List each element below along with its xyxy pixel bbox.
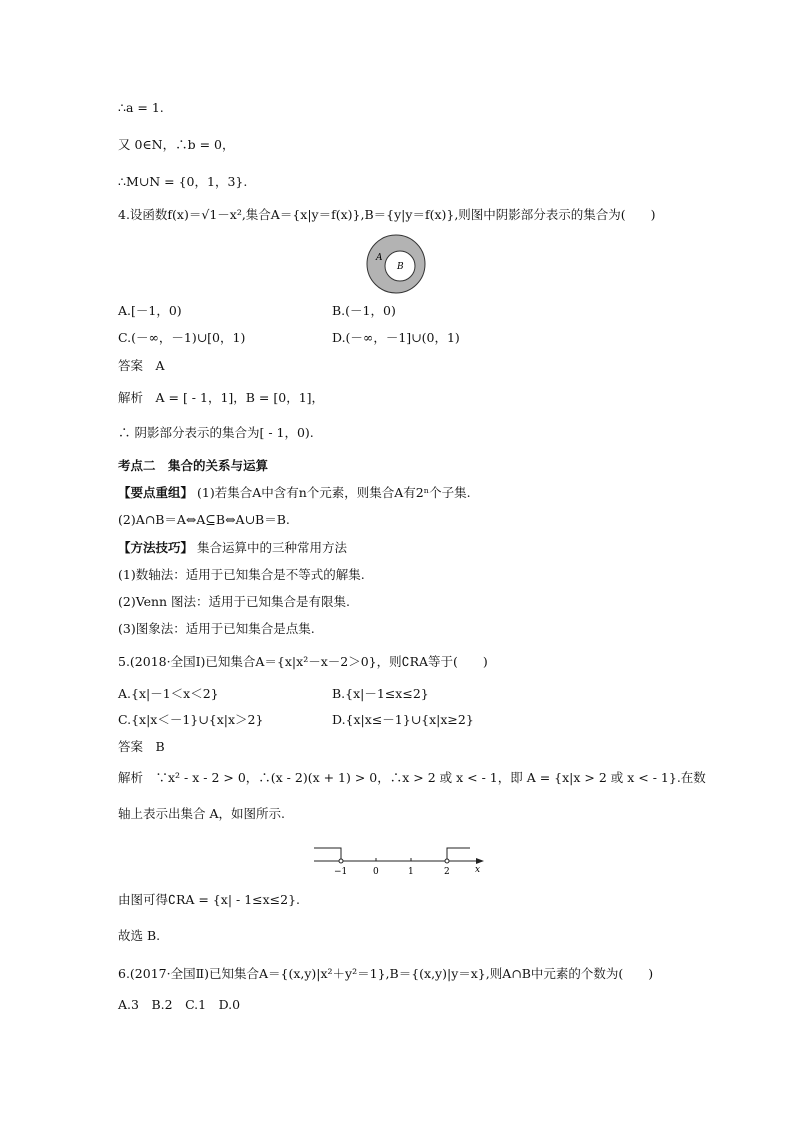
answer-4: 答案 A <box>118 358 165 373</box>
explanation-5: 轴上表示出集合 A，如图所示. <box>118 806 285 821</box>
question-5: 5.(2018·全国Ⅰ)已知集合A＝{x|x²－x－2＞0}，则∁RA等于( ) <box>118 654 488 669</box>
option-b: B.(－1，0) <box>332 303 396 318</box>
method-heading <box>118 540 347 556</box>
text-line: 又 0∈N，∴b = 0， <box>118 137 235 152</box>
key-points-1 <box>118 485 471 501</box>
option-a: A.[－1，0) <box>118 303 182 318</box>
venn-diagram <box>365 233 427 295</box>
answer-5: 答案 B <box>118 739 165 754</box>
explanation-4: ∴ 阴影部分表示的集合为[ - 1，0). <box>118 425 314 440</box>
venn-label-a: A <box>376 253 383 263</box>
axis-label: x <box>475 865 481 875</box>
method-title: 集合运算中的三种常用方法 <box>193 540 347 555</box>
tick-label: −1 <box>334 867 348 877</box>
tick-label: 0 <box>373 867 379 877</box>
venn-label-b: B <box>397 262 404 272</box>
method-2: (2)Venn 图法：适用于已知集合是有限集. <box>118 594 351 609</box>
options-6: A.3 B.2 C.1 D.0 <box>118 997 241 1012</box>
text-line: ∴M∪N = {0，1，3}. <box>118 174 248 189</box>
option-b: B.{x|－1≤x≤2} <box>332 686 429 701</box>
option-d: D.{x|x≤－1}∪{x|x≥2} <box>332 712 474 727</box>
key-points-text: (1)若集合A中含有n个元素，则集合A有2ⁿ个子集. <box>193 485 471 500</box>
question-4: 4.设函数f(x)＝√1－x²,集合A＝{x|y＝f(x)},B＝{y|y＝f(x)},则图中阴影部分表示的集合为( ) <box>118 207 656 222</box>
tick-label: 1 <box>408 867 414 877</box>
option-c: C.{x|x＜－1}∪{x|x＞2} <box>118 712 264 727</box>
section-title: 考点二 集合的关系与运算 <box>118 458 269 473</box>
option-d: D.(－∞，－1]∪(0，1) <box>332 330 460 345</box>
method-3: (3)图象法：适用于已知集合是点集. <box>118 621 315 636</box>
explanation-5: 解析 ∵x² - x - 2 > 0，∴(x - 2)(x + 1) > 0，∴x > 2 或 x < - 1，即 A = {x|x > 2 或 x < - 1}.在数 <box>118 770 706 785</box>
key-points-2: (2)A∩B＝A⇔A⊆B⇔A∪B＝B. <box>118 512 290 527</box>
question-6: 6.(2017·全国Ⅱ)已知集合A＝{(x,y)|x²＋y²＝1},B＝{(x,y)|y＝x},则A∩B中元素的个数为( ) <box>118 966 654 981</box>
number-line <box>310 840 490 878</box>
explanation-4: 解析 A = [ - 1，1]，B = [0，1]， <box>118 390 325 405</box>
option-a: A.{x|－1＜x＜2} <box>118 686 219 701</box>
method-1: (1)数轴法：适用于已知集合是不等式的解集. <box>118 567 365 582</box>
tick-label: 2 <box>444 867 450 877</box>
explanation-5: 故选 B. <box>118 928 161 943</box>
key-points-tag: 【要点重组】 <box>118 485 194 500</box>
option-c: C.(－∞，－1)∪[0，1) <box>118 330 246 345</box>
method-tag: 【方法技巧】 <box>118 540 194 555</box>
text-line: ∴a = 1. <box>118 100 164 115</box>
explanation-5: 由图可得∁RA = {x| - 1≤x≤2}. <box>118 892 301 907</box>
